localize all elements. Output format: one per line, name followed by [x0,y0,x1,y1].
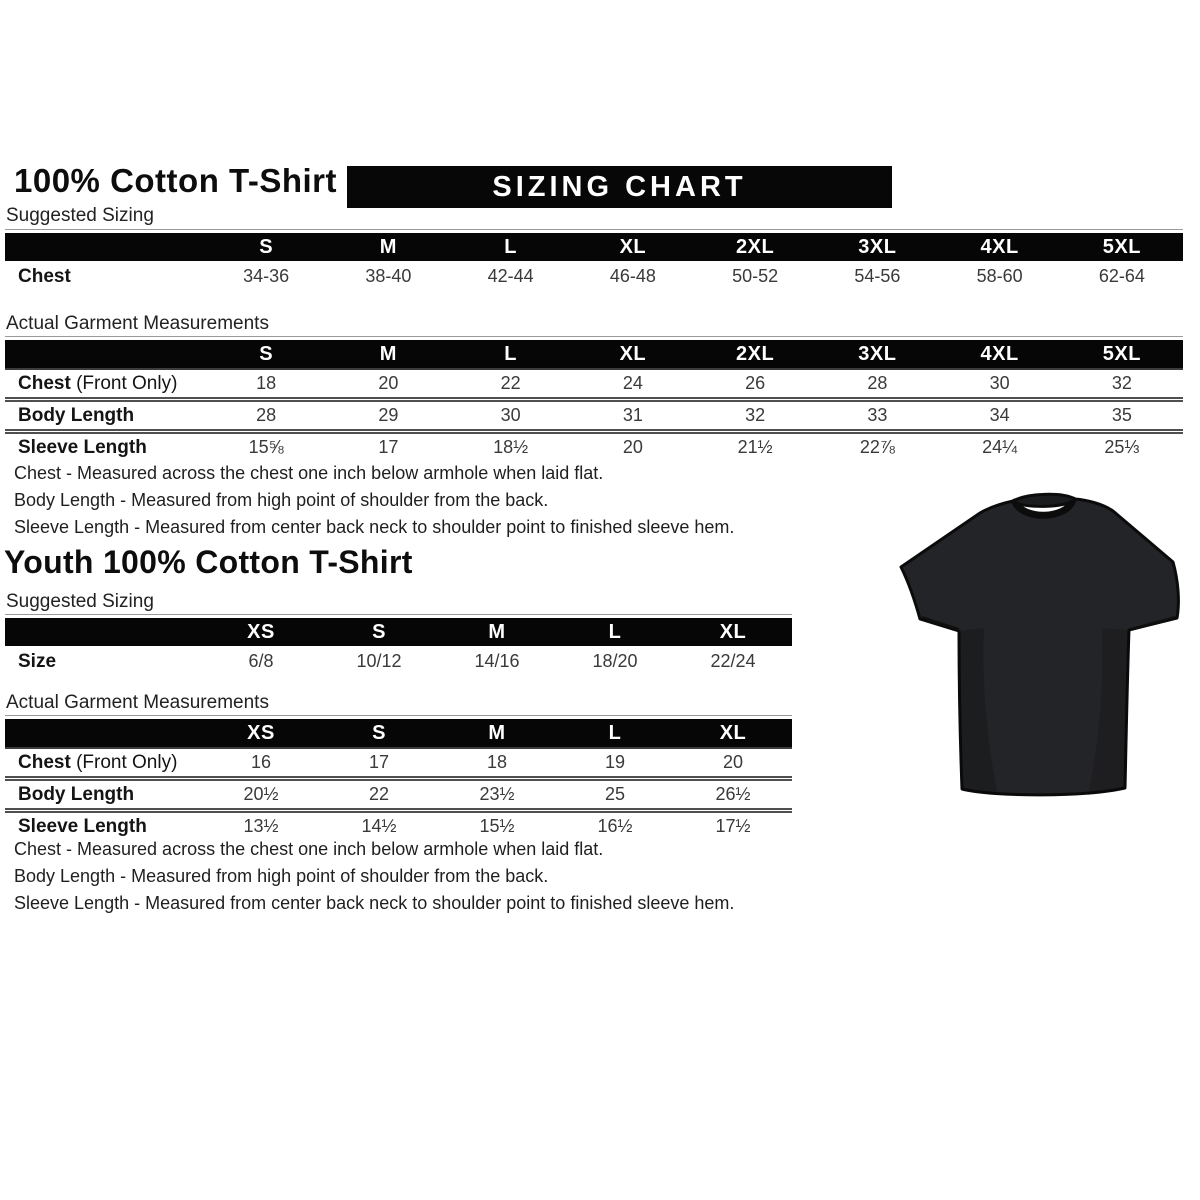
note-sleeve: Sleeve Length - Measured from center back neck to shoulder point to finished sleeve hem. [14,893,735,913]
cell: 26½ [674,779,792,811]
adult-measurement-notes [14,460,734,541]
cell: 58-60 [976,266,1023,286]
col-l: L [556,618,674,646]
tshirt-image [882,468,1196,810]
cell: 25 [556,779,674,811]
cell: 24 [572,369,694,400]
col-xs: XS [202,719,320,748]
adult-actual-table [5,336,1183,461]
youth-suggested-heading: Suggested Sizing [6,591,154,612]
cell: 14½ [320,811,438,841]
col-xl: XL [674,618,792,646]
col-m: M [327,340,449,369]
table-topline [5,715,792,716]
col-xl: XL [674,719,792,748]
cell: 18 [205,369,327,400]
cell: 18/20 [592,651,638,671]
youth-chest-row: Chest (Front Only) 16 17 18 19 20 [5,748,792,779]
cell: 17½ [674,811,792,841]
cell: 16½ [556,811,674,841]
cell: 19 [556,748,674,779]
cell: 18 [438,748,556,779]
tshirt-body [901,499,1178,795]
col-5xl: 5XL [1061,233,1183,261]
note-chest: Chest - Measured across the chest one inch below armhole when laid flat. [14,463,604,483]
cell: 30 [939,369,1061,400]
cell: 20 [572,432,694,462]
note-sleeve: Sleeve Length - Measured from center back neck to shoulder point to finished sleeve hem. [14,517,735,537]
youth-actual-heading: Actual Garment Measurements [6,692,269,713]
col-4xl: 4XL [939,233,1061,261]
cell: 32 [694,400,816,432]
note-body: Body Length - Measured from high point of shoulder from the back. [14,866,549,886]
cell: 17 [327,432,449,462]
cell: 32 [1061,369,1183,400]
cell: 31 [572,400,694,432]
cell: 20½ [202,779,320,811]
youth-actual-header-row [5,719,792,748]
col-m: M [327,233,449,261]
col-m: M [438,719,556,748]
col-3xl: 3XL [816,233,938,261]
cell: 28 [205,400,327,432]
col-2xl: 2XL [694,340,816,369]
cell: 34 [939,400,1061,432]
youth-suggested-table [5,614,792,677]
cell: 42-44 [487,266,534,286]
note-body: Body Length - Measured from high point of shoulder from the back. [14,490,549,510]
cell: 30 [450,400,572,432]
cell: 35 [1061,400,1183,432]
cell: 14/16 [474,651,520,671]
cell: 23½ [438,779,556,811]
adult-suggested-header-row [5,233,1183,261]
cell: 15½ [438,811,556,841]
page-title: 100% Cotton T-Shirt [14,162,338,199]
cell: 26 [694,369,816,400]
col-5xl: 5XL [1061,340,1183,369]
col-m: M [438,618,556,646]
adult-chest-row: Chest (Front Only) 18 20 22 24 26 28 30 32 [5,369,1183,400]
adult-actual-heading: Actual Garment Measurements [6,313,269,334]
cell: 24¼ [939,432,1061,462]
cell: 38-40 [365,266,412,286]
youth-body-length-row: Body Length 20½ 22 23½ 25 26½ [5,779,792,811]
cell: 29 [327,400,449,432]
cell: 22 [320,779,438,811]
cell: 62-64 [1098,266,1145,286]
cell: 20 [674,748,792,779]
note-chest: Chest - Measured across the chest one inch below armhole when laid flat. [14,839,604,859]
youth-size-row: Size 6/8 10/12 14/16 18/20 22/24 [5,646,792,677]
youth-measurement-notes [14,836,734,917]
adult-body-length-row: Body Length 28 29 30 31 32 33 34 35 [5,400,1183,432]
adult-suggested-heading: Suggested Sizing [6,205,154,226]
cell: 34-36 [243,266,290,286]
cell: 20 [327,369,449,400]
cell: 16 [202,748,320,779]
col-2xl: 2XL [694,233,816,261]
col-4xl: 4XL [939,340,1061,369]
cell: 46-48 [609,266,656,286]
cell: 6/8 [248,651,274,671]
cell: 13½ [202,811,320,841]
cell: 15⅝ [205,432,327,462]
col-xl: XL [572,233,694,261]
adult-chest-range-row [5,261,1183,292]
col-l: L [556,719,674,748]
cell: 54-56 [854,266,901,286]
cell: 10/12 [356,651,402,671]
col-s: S [205,233,327,261]
col-xs: XS [202,618,320,646]
row-label: Chest [18,265,71,287]
col-s: S [320,719,438,748]
cell: 21½ [694,432,816,462]
cell: 22⅞ [816,432,938,462]
col-3xl: 3XL [816,340,938,369]
col-l: L [450,233,572,261]
col-l: L [450,340,572,369]
table-topline [5,229,1183,230]
adult-actual-header-row [5,340,1183,369]
youth-sleeve-length-row: Sleeve Length 13½ 14½ 15½ 16½ 17½ [5,811,792,841]
cell: 28 [816,369,938,400]
cell: 17 [320,748,438,779]
tshirt-collar-top [1013,494,1075,506]
cell: 33 [816,400,938,432]
col-s: S [205,340,327,369]
youth-suggested-header-row [5,618,792,646]
cell: 22/24 [710,651,756,671]
col-xl: XL [572,340,694,369]
cell: 18½ [450,432,572,462]
col-s: S [320,618,438,646]
sizing-chart-banner: SIZING CHART [347,166,892,208]
cell: 22 [450,369,572,400]
adult-suggested-table [5,229,1183,292]
adult-sleeve-length-row: Sleeve Length 15⅝ 17 18½ 20 21½ 22⅞ 24¼ 25⅓ [5,432,1183,462]
cell: 25⅓ [1061,432,1183,462]
cell: 50-52 [732,266,779,286]
table-topline [5,614,792,615]
youth-actual-table [5,715,792,840]
table-topline [5,336,1183,337]
youth-title: Youth 100% Cotton T-Shirt [4,544,413,580]
